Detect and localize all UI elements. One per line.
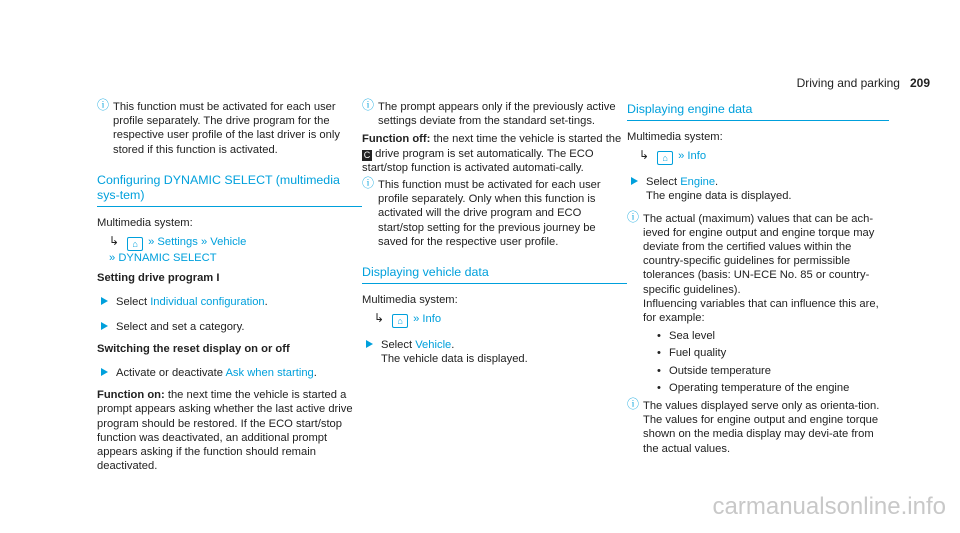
list-item: • Sea level bbox=[669, 329, 889, 343]
arrow-return-icon: ↳ bbox=[374, 311, 385, 326]
path-item-dynamic-select[interactable]: DYNAMIC SELECT bbox=[118, 252, 217, 265]
section-title: Driving and parking bbox=[796, 76, 900, 90]
info-icon: ⓘ bbox=[362, 176, 375, 191]
list-item: • Fuel quality bbox=[669, 346, 889, 360]
step: Select Vehicle. The vehicle data is displayed. bbox=[362, 338, 627, 366]
path-item-info[interactable]: Info bbox=[422, 313, 442, 326]
note-text: The values displayed serve only as orienta-tion. The values for engine output and engine torque shown on the media display may devi-ate from the actual values. bbox=[643, 400, 880, 455]
page-header bbox=[797, 76, 930, 90]
column-2 bbox=[362, 100, 627, 375]
note-info bbox=[362, 178, 627, 249]
path-chevron-icon: » bbox=[200, 236, 211, 249]
watermark: carmanualsonline.info bbox=[712, 493, 946, 520]
multimedia-label: Multimedia system: bbox=[97, 216, 193, 229]
note-text: The actual (maximum) values that can be ach-ieved for engine output and engine torque may deviate from the certified values within the country-specific guidelines for permissible tolerances (basis: UN-ECE No. 85 or country-specific guidelines). bbox=[643, 212, 875, 296]
bullet-list bbox=[643, 329, 889, 395]
multimedia-label: Multimedia system: bbox=[627, 131, 723, 143]
info-icon: ⓘ bbox=[362, 98, 375, 112]
info-icon: ⓘ bbox=[627, 397, 640, 412]
note-text: This function must be activated for each user profile separately. Only when this function is activated will the drive program and ECO start/stop setting for the previous journey be saved for the respective user profile. bbox=[378, 179, 601, 248]
section-heading: Displaying vehicle data bbox=[362, 265, 627, 284]
home-icon: ⌂ bbox=[127, 237, 143, 251]
menu-path bbox=[109, 234, 362, 265]
note-text: This function must be activated for each user profile separately. The drive program for the respective user profile of the last driver is only stored if this function is activated. bbox=[113, 101, 340, 156]
arrow-return-icon: ↳ bbox=[639, 148, 650, 163]
path-item-info[interactable]: Info bbox=[687, 150, 707, 163]
drive-program-c-icon: C bbox=[363, 149, 371, 160]
step: Select and set a category. bbox=[97, 320, 362, 334]
link-individual-configuration[interactable]: Individual configuration bbox=[150, 296, 265, 309]
link-ask-when-starting[interactable]: Ask when starting bbox=[225, 367, 314, 380]
function-on-text: Function on: the next time the vehicle is started a prompt appears asking whether the last active drive program should be restored. If the ECO start/stop function was deactivated, an additional prompt appears asking if the function should remain deactivated. bbox=[97, 389, 353, 473]
menu-path bbox=[374, 311, 627, 328]
link-engine[interactable]: Engine bbox=[680, 176, 716, 189]
step-arrow-icon bbox=[101, 297, 108, 305]
arrow-return-icon: ↳ bbox=[109, 234, 120, 249]
note-info bbox=[362, 100, 627, 128]
subheading: Setting drive program I bbox=[97, 272, 220, 285]
path-item-vehicle[interactable]: Vehicle bbox=[210, 236, 247, 249]
menu-path bbox=[639, 148, 889, 165]
link-vehicle[interactable]: Vehicle bbox=[415, 339, 452, 352]
step-arrow-icon bbox=[366, 340, 373, 348]
step-arrow-icon bbox=[631, 177, 638, 185]
info-icon: ⓘ bbox=[97, 98, 110, 112]
multimedia-label: Multimedia system: bbox=[362, 294, 458, 307]
path-item-settings[interactable]: Settings bbox=[157, 236, 198, 249]
note-info bbox=[627, 399, 889, 456]
home-icon: ⌂ bbox=[392, 314, 408, 328]
list-item: • Outside temperature bbox=[669, 364, 889, 378]
path-chevron-icon: » bbox=[678, 150, 688, 163]
section-heading: Configuring DYNAMIC SELECT (multimedia sys-tem) bbox=[97, 173, 362, 207]
home-icon: ⌂ bbox=[657, 151, 673, 165]
influence-text: Influencing variables that can influence this are, for example: bbox=[643, 297, 879, 325]
step: Select Engine. The engine data is displayed. bbox=[627, 175, 889, 203]
page-number: 209 bbox=[909, 76, 930, 90]
step-arrow-icon bbox=[101, 368, 108, 376]
path-chevron-icon: » bbox=[109, 252, 119, 265]
list-item: • Operating temperature of the engine bbox=[669, 381, 889, 395]
column-1 bbox=[97, 100, 362, 476]
section-heading: Displaying engine data bbox=[627, 102, 889, 121]
path-chevron-icon: » bbox=[413, 313, 423, 326]
note-info bbox=[97, 100, 362, 157]
step: Activate or deactivate Ask when starting. bbox=[97, 366, 362, 380]
function-off-text: Function off: the next time the vehicle is started the C drive program is set automatically. The ECO start/stop function is activated automati-cally. bbox=[362, 133, 622, 174]
subheading: Switching the reset display on or off bbox=[97, 342, 290, 355]
note-info bbox=[627, 209, 889, 395]
step-arrow-icon bbox=[101, 322, 108, 330]
note-text: The prompt appears only if the previously active settings deviate from the standard set-tings. bbox=[378, 101, 616, 128]
info-icon: ⓘ bbox=[627, 209, 640, 224]
step: Select Individual configuration. bbox=[97, 295, 362, 309]
column-3 bbox=[627, 100, 889, 460]
path-chevron-icon: » bbox=[148, 236, 158, 249]
